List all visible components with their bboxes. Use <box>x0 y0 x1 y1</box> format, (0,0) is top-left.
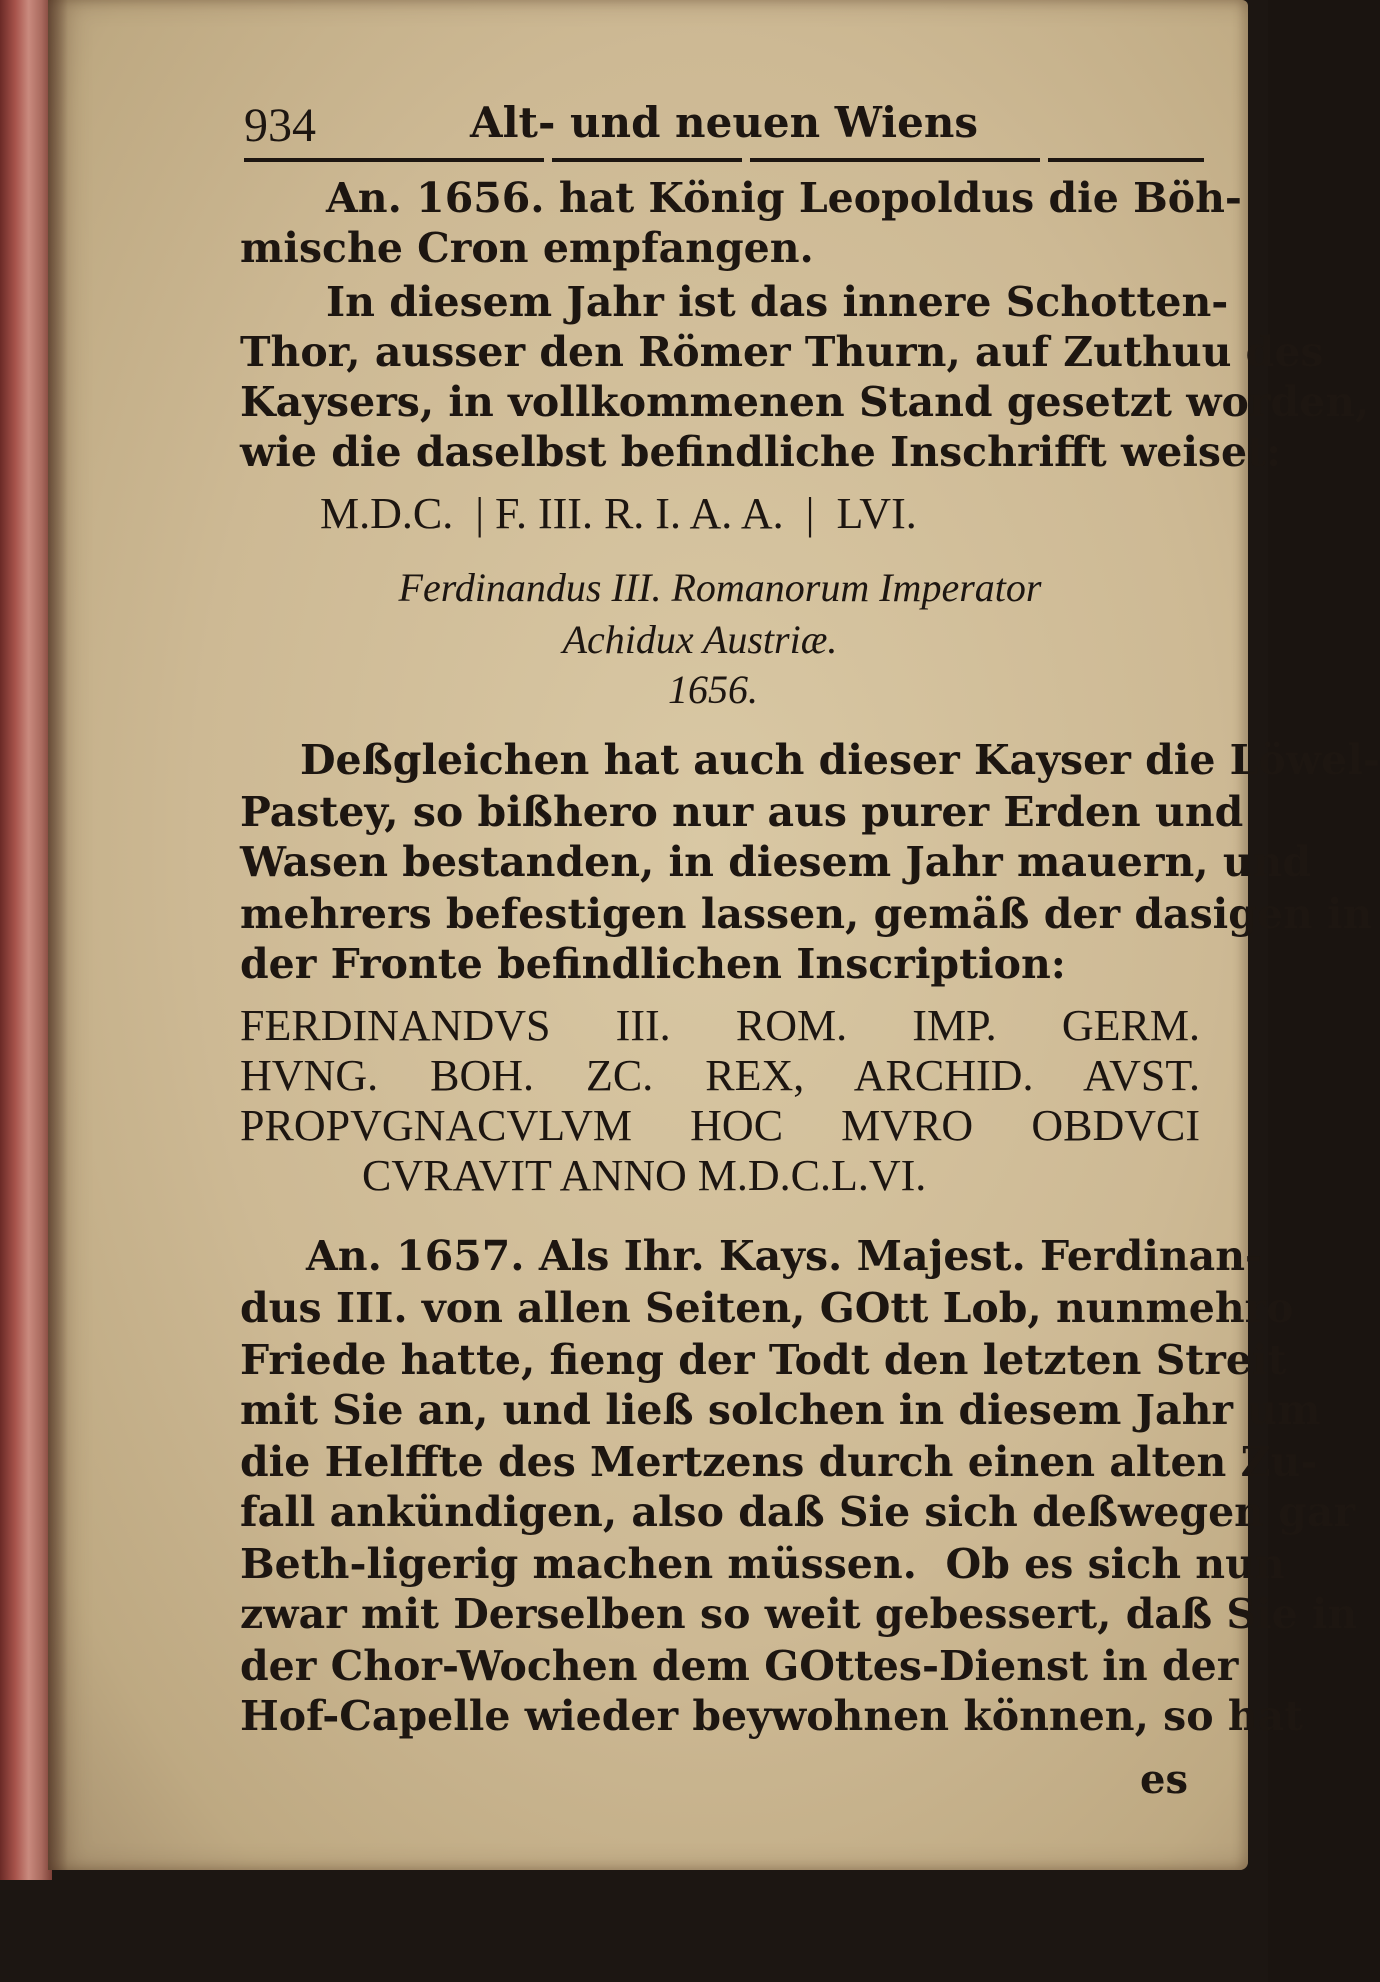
catchword: es <box>1140 1756 1188 1803</box>
text-line: An. 1656. hat König Leopoldus die Böh- <box>326 174 1242 222</box>
text-line: der Fronte befindlichen Inscription: <box>240 940 1066 988</box>
text-line: der Chor-Wochen dem GOttes-Dienst in der <box>240 1642 1239 1690</box>
inscription-line: FERDINANDVS III. ROM. IMP. GERM. <box>240 1001 1200 1050</box>
text-line: wie die daselbst befindliche Inschrifft weiset: <box>240 428 1282 476</box>
text-line: zwar mit Derselben so weit gebessert, daß Sie in <box>240 1590 1358 1638</box>
text-line: Friede hatte, fieng der Todt den letzten Streit <box>240 1336 1287 1384</box>
text-line: An. 1657. Als Ihr. Kays. Majest. Ferdinan- <box>306 1232 1263 1280</box>
inscription-line: HVNG. BOH. ZC. REX, ARCHID. AVST. <box>240 1051 1200 1100</box>
inscription-line: PROPVGNACVLVM HOC MVRO OBDVCI <box>240 1101 1200 1150</box>
text-line: Deßgleichen hat auch dieser Kayser die Löwel- <box>300 736 1380 784</box>
text-line: mehrers befestigen lassen, gemäß der dasigen in <box>240 890 1373 938</box>
inscription-line: Achidux Austriæ. <box>562 617 838 662</box>
running-title: Alt- und neuen Wiens <box>470 98 979 147</box>
text-line: Kaysers, in vollkommenen Stand gesetzt worden, <box>240 378 1370 426</box>
text-line: Thor, ausser den Römer Thurn, auf Zuthuu des <box>240 328 1324 376</box>
text-line: Wasen bestanden, in diesem Jahr mauern, und <box>240 838 1312 886</box>
page-number: 934 <box>244 99 316 152</box>
text-line: mit Sie an, und ließ solchen in diesem Jahr um <box>240 1386 1321 1434</box>
inscription-year: 1656. <box>668 667 758 712</box>
header-rule-4 <box>1048 158 1204 162</box>
text-line: dus III. von allen Seiten, GOtt Lob, nunmehro <box>240 1284 1294 1332</box>
header-rule-2 <box>552 158 742 162</box>
text-line: mische Cron empfangen. <box>240 224 814 272</box>
text-line: Beth-ligerig machen müssen. Ob es sich nun <box>240 1540 1285 1588</box>
text-line: Pastey, so bißhero nur aus purer Erden und <box>240 788 1244 836</box>
text-line: die Helffte des Mertzens durch einen alten Zu- <box>240 1438 1318 1486</box>
text-line: Hof-Capelle wieder beywohnen können, so hat <box>240 1692 1304 1740</box>
inscription-line: CVRAVIT ANNO M.D.C.L.VI. <box>362 1151 927 1200</box>
text-line: In diesem Jahr ist das innere Schotten- <box>326 278 1229 326</box>
header-rule-3 <box>750 158 1040 162</box>
text-line: fall ankündigen, also daß Sie sich deßwegen gar <box>240 1488 1356 1536</box>
inscription-line: M.D.C. | F. III. R. I. A. A. | LVI. <box>320 489 917 538</box>
inscription-line: Ferdinandus III. Romanorum Imperator <box>398 565 1042 610</box>
header-rule-1 <box>244 158 544 162</box>
